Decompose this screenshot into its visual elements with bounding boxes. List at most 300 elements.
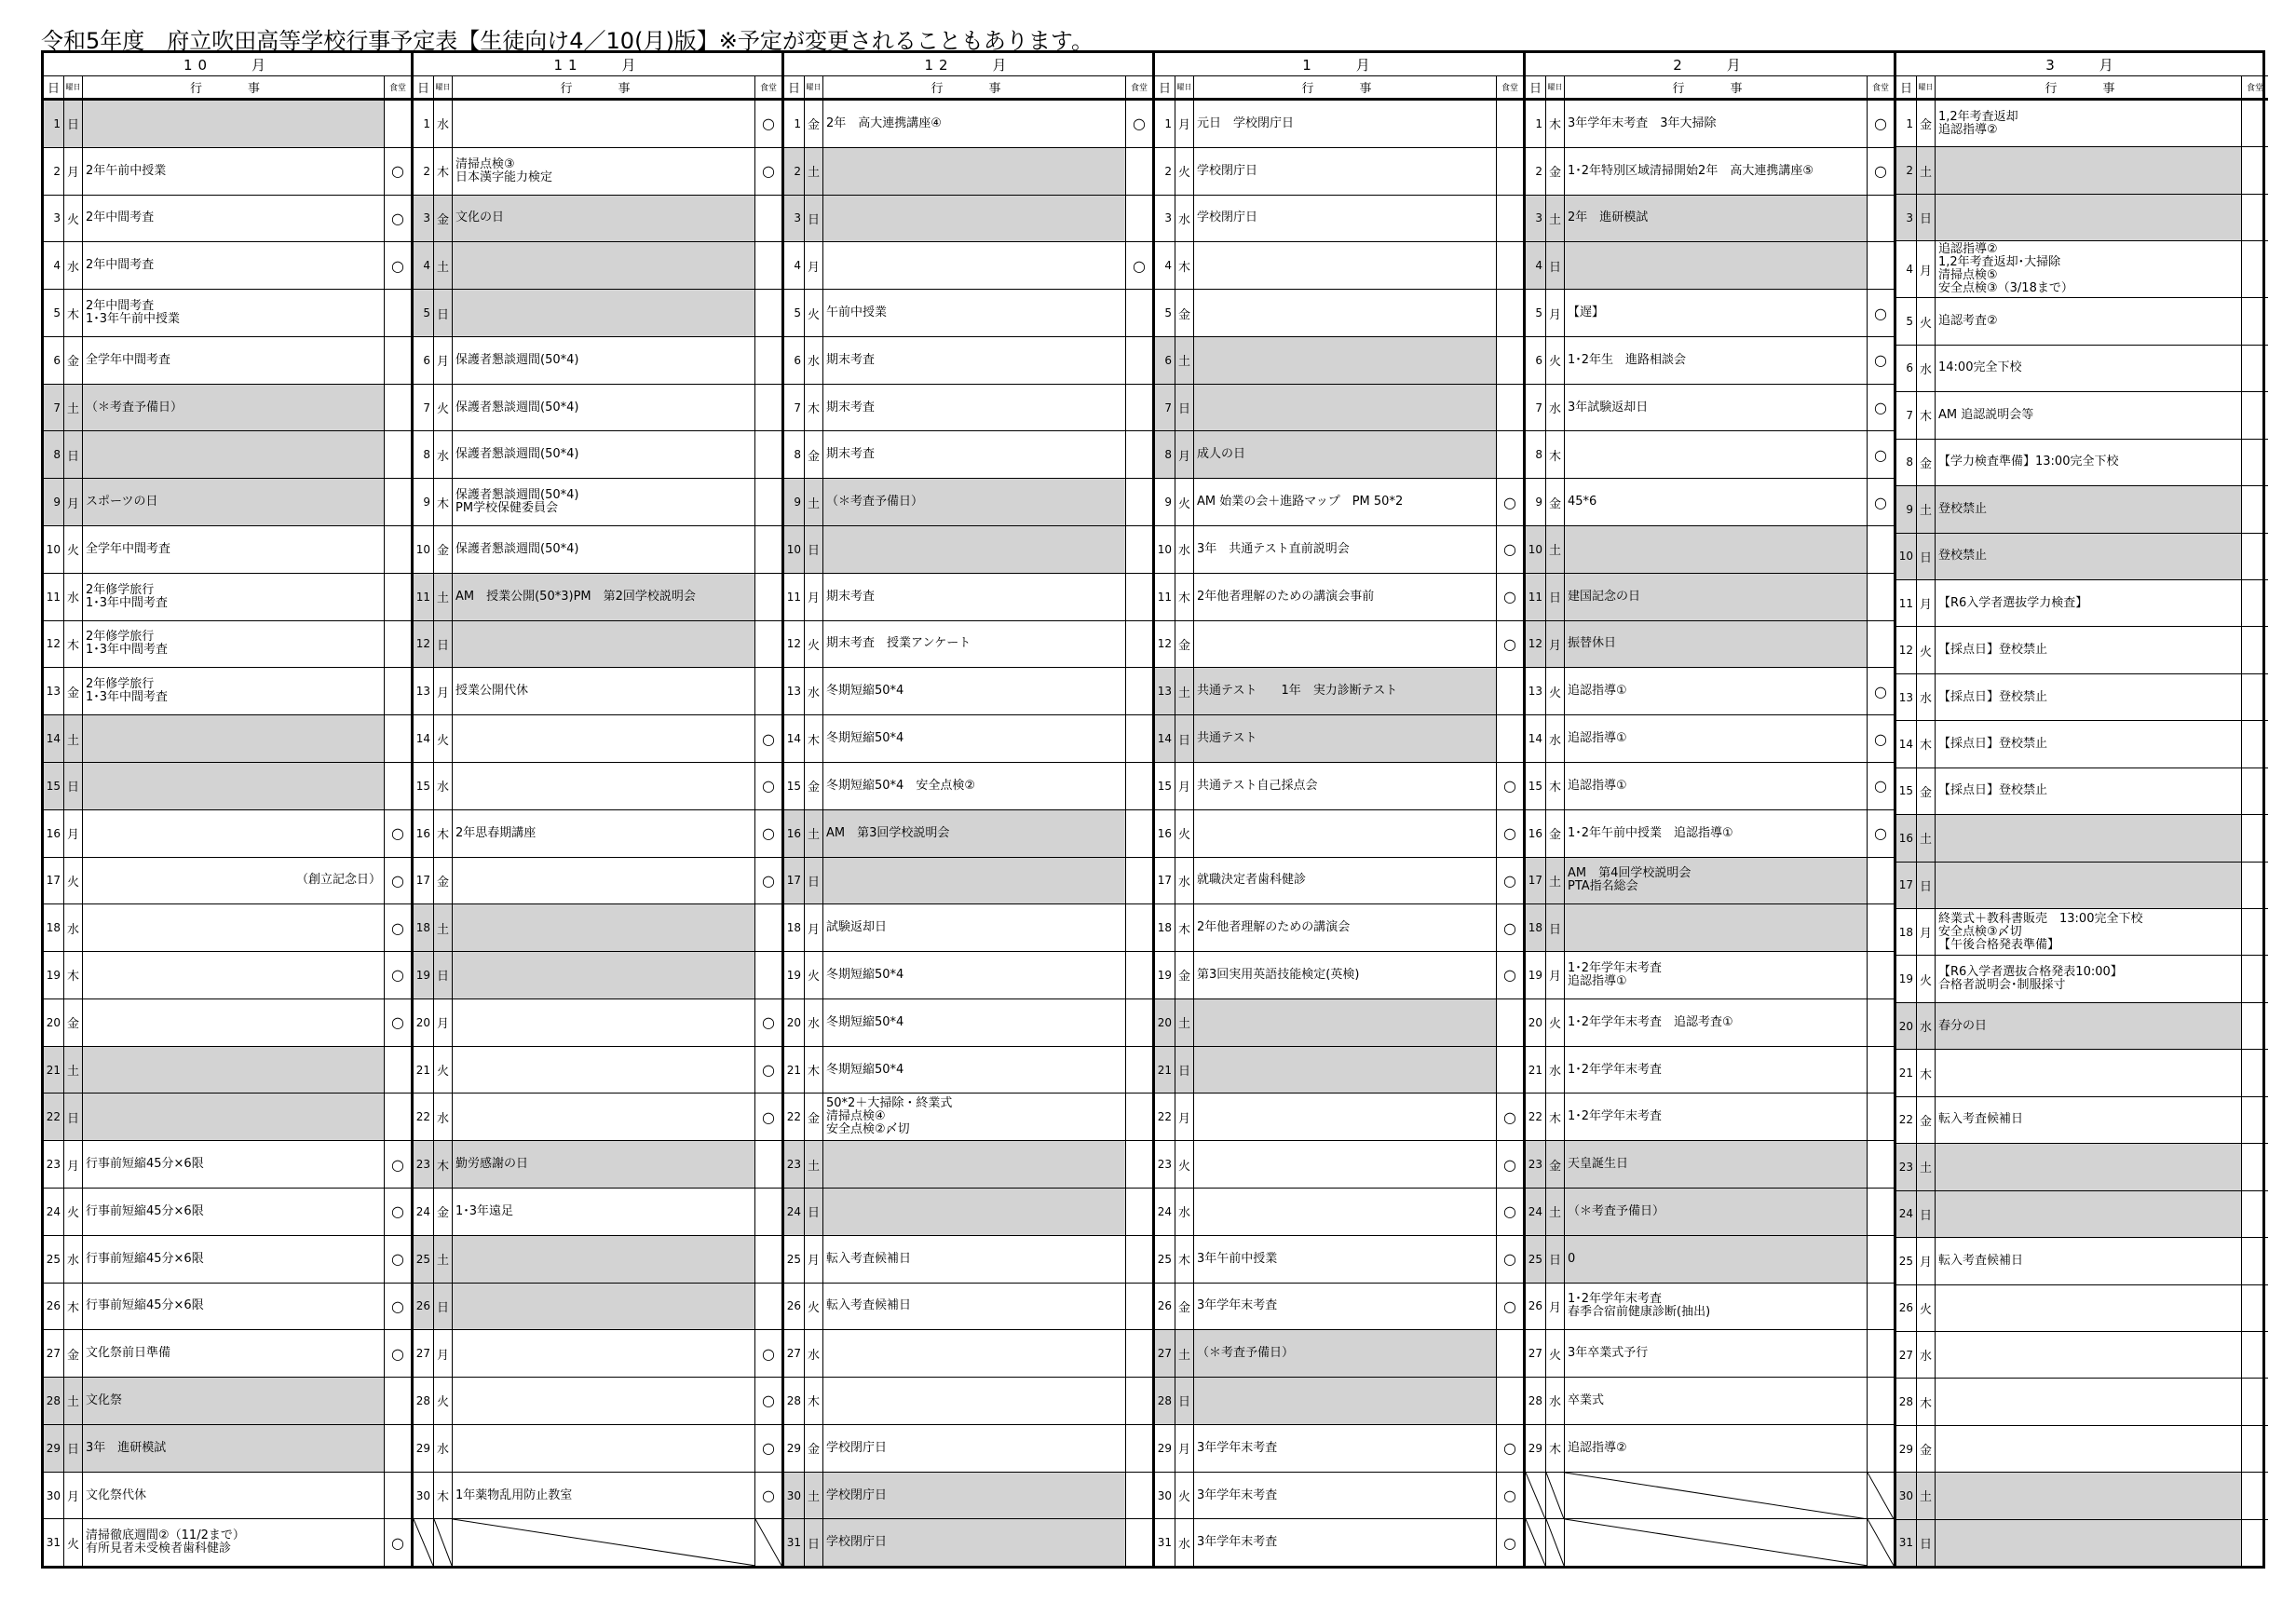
weekday: 水 — [1917, 1003, 1936, 1049]
events-header: 行 事 — [453, 76, 755, 98]
day-number: 2 — [1526, 148, 1546, 195]
event-cell — [83, 431, 385, 478]
cafeteria-mark — [1497, 1047, 1523, 1094]
table-row — [784, 904, 1152, 952]
table-row — [1896, 1426, 2268, 1473]
table-row — [1526, 385, 1894, 432]
day-number: 12 — [1155, 621, 1175, 668]
event-cell: 学校閉庁日 — [823, 1473, 1126, 1519]
table-row — [1526, 621, 1894, 669]
table-row — [1896, 1144, 2268, 1190]
event-cell — [453, 290, 755, 336]
weekday: 金 — [1546, 1141, 1565, 1188]
day-number: 21 — [1526, 1047, 1546, 1094]
table-row — [44, 479, 411, 526]
cafeteria-mark — [2242, 1473, 2268, 1518]
weekday: 月 — [64, 1141, 83, 1188]
weekday — [434, 1519, 453, 1566]
cafeteria-mark — [385, 715, 411, 762]
event-cell: 3年 共通テスト直前説明会 — [1194, 526, 1497, 573]
day-number: 31 — [1155, 1519, 1175, 1566]
cafeteria-mark: ○ — [1874, 824, 1887, 843]
table-row — [44, 999, 411, 1047]
table-row — [44, 904, 411, 952]
weekday: 水 — [1175, 858, 1194, 904]
weekday: 木 — [1917, 1050, 1936, 1095]
event-cell: （＊考査予備日） — [1194, 1330, 1497, 1377]
event-cell — [1565, 1473, 1868, 1519]
event-cell: 行事前短縮45分×6限 — [83, 1284, 385, 1330]
event-cell: 冬期短縮50*4 — [823, 1047, 1126, 1094]
table-row — [784, 479, 1152, 526]
weekday: 木 — [1917, 392, 1936, 438]
event-cell — [83, 952, 385, 998]
weekday: 金 — [64, 337, 83, 384]
cafeteria-mark — [385, 1473, 411, 1519]
table-row — [414, 1094, 781, 1141]
event-cell: 期末考査 — [823, 385, 1126, 431]
month-column — [1896, 53, 2268, 1566]
cafeteria-mark — [1126, 196, 1152, 242]
table-row — [1896, 1050, 2268, 1096]
cafeteria-mark: ○ — [391, 209, 404, 227]
weekday: 日 — [1175, 1047, 1194, 1094]
events-header: 行 事 — [1936, 76, 2242, 98]
weekday: 木 — [434, 1473, 453, 1519]
day-number: 26 — [1526, 1284, 1546, 1330]
event-cell: 【採点日】登校禁止 — [1936, 674, 2242, 720]
cafeteria-mark — [755, 1284, 781, 1330]
weekday: 木 — [1546, 101, 1565, 147]
event-cell: 元日 学校閉庁日 — [1194, 101, 1497, 147]
table-row — [44, 763, 411, 810]
cafeteria-mark — [1497, 337, 1523, 384]
cafeteria-mark — [1126, 1047, 1152, 1094]
cafeteria-mark: ○ — [1503, 966, 1516, 985]
events-header: 行 事 — [83, 76, 385, 98]
table-row — [414, 763, 781, 810]
event-cell — [83, 101, 385, 147]
day-number: 30 — [1896, 1473, 1917, 1518]
weekday: 土 — [1546, 196, 1565, 242]
day-number: 25 — [1896, 1238, 1917, 1284]
cafeteria-mark — [385, 1425, 411, 1472]
cafeteria-mark — [755, 952, 781, 998]
event-cell: AM 授業公開(50*3)PM 第2回学校説明会 — [453, 574, 755, 620]
day-header: 日 — [1155, 76, 1175, 98]
weekday: 日 — [1546, 574, 1565, 620]
day-number: 9 — [784, 479, 805, 525]
cafeteria-mark — [1126, 1094, 1152, 1140]
event-cell: 2年修学旅行 1･3年中間考査 — [83, 621, 385, 668]
table-row — [1155, 101, 1523, 148]
event-cell — [1194, 621, 1497, 668]
weekday: 日 — [805, 858, 823, 904]
weekday: 月 — [1546, 290, 1565, 336]
event-cell: 3年学年末考査 — [1194, 1519, 1497, 1566]
day-number: 14 — [44, 715, 64, 762]
table-row — [1155, 1519, 1523, 1566]
weekday: 火 — [1546, 1330, 1565, 1377]
table-row — [784, 196, 1152, 243]
event-cell — [453, 1330, 755, 1377]
event-cell: 冬期短縮50*4 — [823, 715, 1126, 762]
event-cell: 卒業式 — [1565, 1378, 1868, 1424]
day-number: 29 — [1155, 1425, 1175, 1472]
table-row — [1155, 1189, 1523, 1236]
event-cell: 授業公開代休 — [453, 668, 755, 714]
weekday: 火 — [1175, 1141, 1194, 1188]
day-number: 17 — [1896, 863, 1917, 908]
day-number: 14 — [1526, 715, 1546, 762]
month-header: 10 月 — [44, 53, 411, 76]
table-row — [1526, 1047, 1894, 1094]
cafeteria-mark — [1868, 242, 1894, 289]
weekday: 日 — [1917, 863, 1936, 908]
cafeteria-mark — [1497, 1378, 1523, 1424]
day-number: 8 — [1155, 431, 1175, 478]
event-cell — [1936, 1473, 2242, 1518]
weekday: 日 — [434, 952, 453, 998]
weekday: 金 — [1546, 810, 1565, 857]
event-cell — [823, 526, 1126, 573]
cafeteria-mark — [1868, 858, 1894, 904]
event-cell: 1,2年考査返却 追認指導② — [1936, 101, 2242, 146]
table-row — [414, 1236, 781, 1284]
event-cell: 2年午前中授業 — [83, 148, 385, 195]
day-number: 3 — [1526, 196, 1546, 242]
table-row — [784, 1425, 1152, 1473]
day-number: 27 — [784, 1330, 805, 1377]
event-cell: 45*6 — [1565, 479, 1868, 525]
cafeteria-mark — [1126, 1141, 1152, 1188]
weekday — [1546, 1473, 1565, 1519]
day-number: 18 — [1155, 904, 1175, 951]
weekday: 土 — [1917, 486, 1936, 532]
event-cell: 冬期短縮50*4 — [823, 668, 1126, 714]
weekday: 木 — [1917, 1379, 1936, 1424]
event-cell: 3年午前中授業 — [1194, 1236, 1497, 1283]
cafeteria-mark — [2242, 1426, 2268, 1472]
table-row — [1155, 763, 1523, 810]
day-number: 6 — [1896, 346, 1917, 391]
table-row — [414, 1141, 781, 1189]
cafeteria-mark — [1868, 1519, 1894, 1566]
weekday: 月 — [1917, 909, 1936, 955]
event-cell: 3年 進研模試 — [83, 1425, 385, 1472]
event-cell: 2年思春期講座 — [453, 810, 755, 857]
weekday: 日 — [805, 1519, 823, 1566]
day-number: 28 — [1526, 1378, 1546, 1424]
table-row — [1155, 668, 1523, 715]
cafeteria-mark: ○ — [391, 1533, 404, 1552]
weekday: 月 — [64, 1473, 83, 1519]
table-row — [414, 526, 781, 574]
table-row — [1896, 863, 2268, 909]
weekday: 金 — [1917, 101, 1936, 146]
day-number: 28 — [414, 1378, 434, 1424]
day-number: 12 — [784, 621, 805, 668]
cafeteria-header: 食堂 — [2246, 84, 2263, 93]
day-number: 20 — [1896, 1003, 1917, 1049]
cafeteria-mark: ○ — [1874, 682, 1887, 700]
table-row — [1526, 337, 1894, 385]
table-row — [414, 858, 781, 905]
day-number: 17 — [414, 858, 434, 904]
event-cell — [823, 858, 1126, 904]
cafeteria-mark — [1868, 1094, 1894, 1140]
event-cell — [1565, 526, 1868, 573]
day-number: 28 — [1896, 1379, 1917, 1424]
cafeteria-mark — [1868, 621, 1894, 668]
day-number: 17 — [44, 858, 64, 904]
cafeteria-mark — [1126, 1378, 1152, 1424]
table-row — [44, 290, 411, 337]
table-row — [784, 101, 1152, 148]
event-cell: 追認指導① — [1565, 715, 1868, 762]
day-number: 4 — [1896, 241, 1917, 297]
weekday: 土 — [805, 1473, 823, 1519]
event-cell: 50*2＋大掃除・終業式 清掃点検④ 安全点検②〆切 — [823, 1094, 1126, 1140]
weekday: 日 — [64, 1094, 83, 1140]
weekday: 日 — [1175, 385, 1194, 431]
table-row — [414, 999, 781, 1047]
weekday: 火 — [434, 385, 453, 431]
table-row — [44, 385, 411, 432]
table-row — [1526, 290, 1894, 337]
day-number: 13 — [1155, 668, 1175, 714]
cafeteria-mark: ○ — [391, 1250, 404, 1269]
cafeteria-mark: ○ — [1874, 162, 1887, 181]
cafeteria-mark — [2242, 147, 2268, 193]
event-cell: 保護者懇談週間(50*4) — [453, 385, 755, 431]
table-row — [414, 715, 781, 763]
table-row — [784, 668, 1152, 715]
cafeteria-mark — [1497, 148, 1523, 195]
weekday: 火 — [1917, 1285, 1936, 1331]
event-cell: 登校禁止 — [1936, 534, 2242, 579]
weekday: 火 — [1546, 999, 1565, 1046]
weekday: 日 — [1917, 534, 1936, 579]
table-row — [1155, 290, 1523, 337]
cafeteria-mark: ○ — [1133, 256, 1146, 275]
cafeteria-mark — [1126, 999, 1152, 1046]
weekday: 土 — [1175, 668, 1194, 714]
table-row — [1155, 526, 1523, 574]
day-number: 18 — [784, 904, 805, 951]
weekday: 金 — [64, 668, 83, 714]
table-row — [1526, 196, 1894, 243]
events-header: 行 事 — [1565, 76, 1868, 98]
event-cell — [1936, 1379, 2242, 1424]
event-cell — [453, 101, 755, 147]
day-number: 5 — [1896, 298, 1917, 344]
day-header: 日 — [784, 76, 805, 98]
event-cell: 学校閉庁日 — [1194, 148, 1497, 195]
weekday: 水 — [1546, 1378, 1565, 1424]
day-rows — [1896, 101, 2268, 1566]
day-rows — [1155, 101, 1523, 1566]
cafeteria-mark — [1126, 290, 1152, 336]
day-number: 5 — [1526, 290, 1546, 336]
day-number: 1 — [44, 101, 64, 147]
table-row — [1896, 298, 2268, 345]
table-row — [1155, 196, 1523, 243]
weekday: 火 — [64, 196, 83, 242]
day-number: 22 — [784, 1094, 805, 1140]
weekday: 日 — [434, 1284, 453, 1330]
event-cell: （＊考査予備日） — [83, 385, 385, 431]
day-number: 10 — [1896, 534, 1917, 579]
weekday: 木 — [1546, 763, 1565, 809]
table-row — [1155, 1330, 1523, 1378]
weekday: 土 — [1917, 1144, 1936, 1189]
column-header-row — [1896, 76, 2268, 101]
table-row — [44, 1284, 411, 1331]
table-row — [1155, 810, 1523, 858]
table-row — [1896, 392, 2268, 439]
weekday: 金 — [1175, 290, 1194, 336]
day-number: 3 — [44, 196, 64, 242]
page-title: 令和5年度 府立吹田高等学校行事予定表【生徒向け4／10(月)版】※予定が変更されることもあります。 — [41, 28, 1094, 54]
cafeteria-mark — [755, 290, 781, 336]
event-cell: 追認指導① — [1565, 763, 1868, 809]
table-row — [1155, 621, 1523, 669]
day-number: 1 — [1896, 101, 1917, 146]
cafeteria-mark: ○ — [1874, 729, 1887, 748]
cafeteria-mark: ○ — [762, 1439, 775, 1458]
day-number: 6 — [414, 337, 434, 384]
weekday: 金 — [805, 1094, 823, 1140]
weekday: 日 — [1175, 1378, 1194, 1424]
table-row — [784, 431, 1152, 479]
table-row — [1155, 479, 1523, 526]
table-row — [1526, 1236, 1894, 1284]
weekday: 木 — [64, 1284, 83, 1330]
day-number: 26 — [44, 1284, 64, 1330]
cafeteria-mark — [1868, 196, 1894, 242]
weekday: 土 — [1175, 999, 1194, 1046]
event-cell: （＊考査予備日） — [823, 479, 1126, 525]
event-cell — [453, 952, 755, 998]
diagonal-slash — [1546, 1519, 1564, 1566]
day-number: 23 — [1155, 1141, 1175, 1188]
table-row — [414, 1378, 781, 1425]
cafeteria-mark — [1497, 1330, 1523, 1377]
weekday: 木 — [805, 715, 823, 762]
weekday: 金 — [805, 101, 823, 147]
day-number: 15 — [1155, 763, 1175, 809]
weekday: 水 — [1546, 715, 1565, 762]
event-cell: 3年学年末考査 — [1194, 1425, 1497, 1472]
weekday: 日 — [1546, 242, 1565, 289]
table-row — [1896, 101, 2268, 147]
table-row — [414, 148, 781, 196]
event-cell — [1936, 1144, 2242, 1189]
table-row — [1526, 1094, 1894, 1141]
diagonal-slash — [1868, 1519, 1894, 1566]
cafeteria-mark: ○ — [391, 966, 404, 985]
event-cell: 勤労感謝の日 — [453, 1141, 755, 1188]
event-cell: 期末考査 — [823, 574, 1126, 620]
table-row — [1896, 195, 2268, 241]
table-row — [414, 337, 781, 385]
cafeteria-mark: ○ — [391, 256, 404, 275]
weekday: 日 — [1175, 715, 1194, 762]
cafeteria-mark — [755, 196, 781, 242]
event-cell: 学校閉庁日 — [823, 1425, 1126, 1472]
weekday: 火 — [1917, 298, 1936, 344]
weekday: 木 — [1175, 1236, 1194, 1283]
weekday: 月 — [64, 148, 83, 195]
event-cell: 1･2年学年末考査 春季合宿前健康診断(抽出) — [1565, 1284, 1868, 1330]
diagonal-slash — [414, 1519, 433, 1566]
table-row — [414, 668, 781, 715]
event-cell: AM 第4回学校説明会 PTA指名総会 — [1565, 858, 1868, 904]
month-column — [44, 53, 414, 1566]
day-rows — [1526, 101, 1894, 1566]
day-number — [1526, 1519, 1546, 1566]
cafeteria-mark — [1126, 668, 1152, 714]
cafeteria-mark — [2242, 101, 2268, 146]
cafeteria-mark — [2242, 1238, 2268, 1284]
event-cell — [823, 1330, 1126, 1377]
cafeteria-mark — [755, 574, 781, 620]
cafeteria-mark — [1126, 1425, 1152, 1472]
day-number: 22 — [1155, 1094, 1175, 1140]
month-column — [784, 53, 1155, 1566]
cafeteria-mark — [2242, 721, 2268, 767]
event-cell: AM 第3回学校説明会 — [823, 810, 1126, 857]
cafeteria-mark: ○ — [762, 1013, 775, 1032]
column-header-row — [1155, 76, 1523, 101]
weekday: 木 — [1175, 904, 1194, 951]
weekday: 月 — [1175, 763, 1194, 809]
weekday: 木 — [805, 385, 823, 431]
weekday: 木 — [1917, 721, 1936, 767]
table-row — [1155, 999, 1523, 1047]
cafeteria-mark — [2242, 1097, 2268, 1143]
cafeteria-mark: ○ — [762, 1392, 775, 1410]
event-cell: 期末考査 — [823, 431, 1126, 478]
table-row — [1896, 147, 2268, 194]
table-row — [784, 621, 1152, 669]
weekday: 水 — [805, 337, 823, 384]
weekday: 水 — [434, 101, 453, 147]
month-header: 1 月 — [1155, 53, 1523, 76]
weekday: 金 — [805, 1425, 823, 1472]
event-cell — [1565, 1519, 1868, 1566]
event-cell — [1936, 1191, 2242, 1237]
weekday: 日 — [434, 290, 453, 336]
cafeteria-mark — [1497, 999, 1523, 1046]
weekday: 月 — [1546, 1284, 1565, 1330]
weekday-header: 曜日 — [805, 76, 823, 98]
cafeteria-mark — [755, 337, 781, 384]
table-row — [1526, 242, 1894, 290]
weekday: 土 — [434, 242, 453, 289]
weekday: 火 — [1917, 627, 1936, 672]
day-header: 日 — [1526, 76, 1546, 98]
cafeteria-mark — [2242, 768, 2268, 814]
cafeteria-mark: ○ — [1503, 1107, 1516, 1126]
day-number: 9 — [1526, 479, 1546, 525]
event-cell — [823, 1141, 1126, 1188]
weekday: 水 — [64, 574, 83, 620]
event-cell — [1936, 1285, 2242, 1331]
cafeteria-mark — [1126, 337, 1152, 384]
event-cell: 2年他者理解のための講演会事前 — [1194, 574, 1497, 620]
